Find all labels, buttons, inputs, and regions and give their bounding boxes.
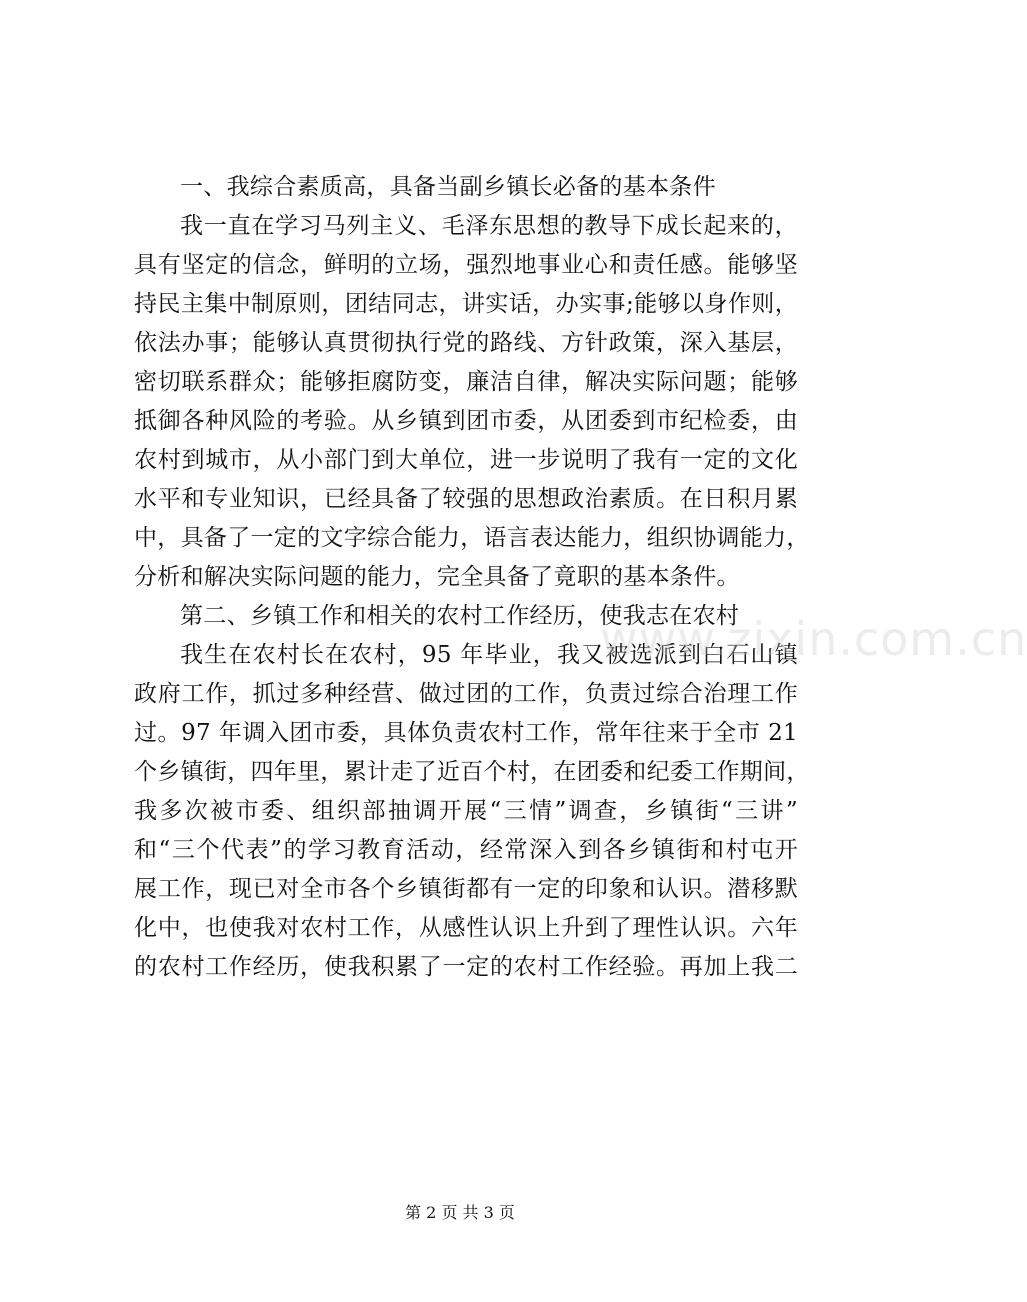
paragraph-line: 我生在农村长在农村，95 年毕业，我又被选派到白石山镇 <box>180 642 798 668</box>
paragraph-line: 具有坚定的信念，鲜明的立场，强烈地事业心和责任感。能够坚 <box>134 252 798 278</box>
paragraph-line: 个乡镇街，四年里，累计走了近百个村，在团委和纪委工作期间， <box>134 759 810 785</box>
paragraph-line: 分析和解决实际问题的能力，完全具备了竟职的基本条件。 <box>134 564 740 590</box>
paragraph-line: 政府工作，抓过多种经营、做过团的工作，负责过综合治理工作 <box>134 681 798 707</box>
paragraph-line: 抵御各种风险的考验。从乡镇到团市委，从团委到市纪检委，由 <box>134 408 798 434</box>
paragraph-line: 的农村工作经历，使我积累了一定的农村工作经验。再加上我二 <box>134 954 798 980</box>
paragraph-line: 依法办事；能够认真贯彻执行党的路线、方针政策，深入基层， <box>134 330 798 356</box>
paragraph-line: 我多次被市委、组织部抽调开展“三情”调查，乡镇街“三讲” <box>134 798 798 824</box>
heading-2: 第二、乡镇工作和相关的农村工作经历，使我志在农村 <box>180 603 740 629</box>
paragraph-line: 和“三个代表”的学习教育活动，经常深入到各乡镇街和村屯开 <box>134 837 798 863</box>
paragraph-line: 密切联系群众；能够拒腐防变，廉洁自律，解决实际问题；能够 <box>134 369 798 395</box>
paragraph-line: 展工作，现已对全市各个乡镇街都有一定的印象和认识。潜移默 <box>134 876 798 902</box>
document-body <box>134 168 810 987</box>
paragraph-line: 过。97 年调入团市委，具体负责农村工作，常年往来于全市 21 <box>134 720 798 746</box>
paragraph-line: 水平和专业知识，已经具备了较强的思想政治素质。在日积月累 <box>134 486 798 512</box>
paragraph-line: 农村到城市，从小部门到大单位，进一步说明了我有一定的文化 <box>134 447 798 473</box>
page-number-footer: 第 2 页 共 3 页 <box>405 1203 515 1222</box>
heading-1: 一、我综合素质高，具备当副乡镇长必备的基本条件 <box>180 174 716 200</box>
paragraph-line: 化中，也使我对农村工作，从感性认识上升到了理性认识。六年 <box>134 915 798 941</box>
watermark: www.zixin.com.cn <box>600 612 1027 666</box>
paragraph-line: 中，具备了一定的文字综合能力，语言表达能力，组织协调能力， <box>134 525 810 551</box>
paragraph-line: 我一直在学习马列主义、毛泽东思想的教导下成长起来的， <box>180 213 798 239</box>
paragraph-line: 持民主集中制原则，团结同志，讲实话，办实事;能够以身作则， <box>134 291 798 317</box>
